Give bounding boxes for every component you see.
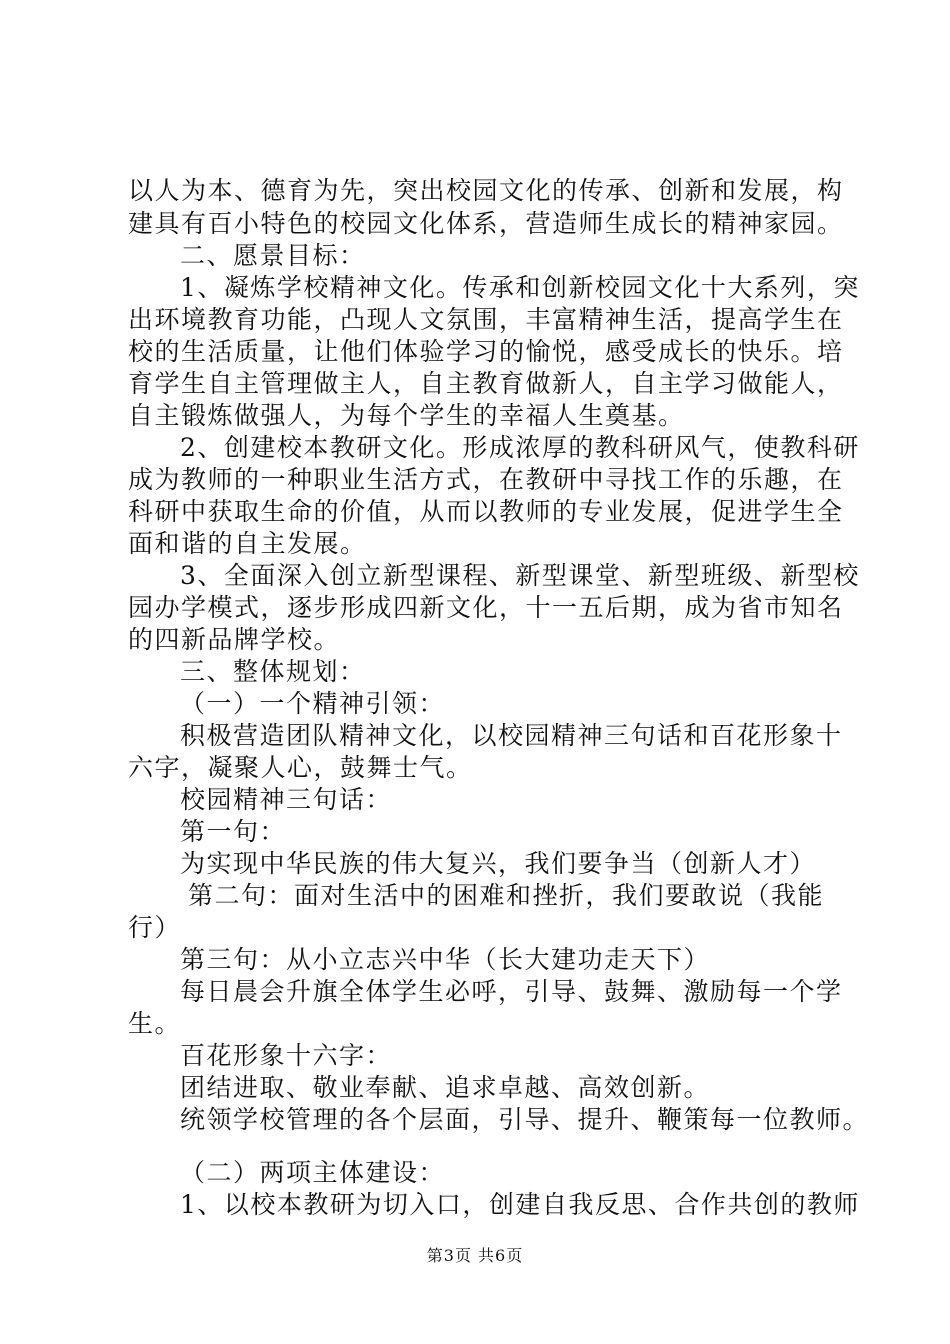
- text-line: 2、创建校本教研文化。形成浓厚的教科研风气，使教科研: [180, 433, 860, 462]
- text-line: 1、凝炼学校精神文化。传承和创新校园文化十大系列，突: [180, 273, 860, 302]
- text-line: 1、以校本教研为切入口，创建自我反思、合作共创的教师: [180, 1190, 860, 1219]
- text-line: 校园精神三句话：: [180, 785, 393, 814]
- text-line: 第三句：从小立志兴中华（长大建功走天下）: [180, 945, 711, 974]
- text-line: 团结进取、敬业奉献、追求卓越、高效创新。: [180, 1073, 711, 1102]
- section-heading: 三、整体规划：: [180, 657, 366, 686]
- text-line: 百花形象十六字：: [180, 1041, 393, 1070]
- subsection-heading: （一）一个精神引领：: [180, 689, 446, 718]
- text-line: 成为教师的一种职业生活方式，在教研中寻找工作的乐趣，在: [128, 465, 844, 494]
- text-line: 园办学模式，逐步形成四新文化，十一五后期，成为省市知名: [128, 593, 844, 622]
- text-line: 自主锻炼做强人，为每个学生的幸福人生奠基。: [128, 401, 685, 430]
- subsection-heading: （二）两项主体建设：: [180, 1158, 446, 1187]
- text-line: 积极营造团队精神文化，以校园精神三句话和百花形象十: [180, 721, 843, 750]
- text-line: 行）: [128, 913, 182, 942]
- text-line: 出环境教育功能，凸现人文氛围，丰富精神生活，提高学生在: [128, 305, 844, 334]
- text-line: 六字，凝聚人心，鼓舞士气。: [128, 753, 473, 782]
- text-line: 的四新品牌学校。: [128, 625, 341, 654]
- text-line: 统领学校管理的各个层面，引导、提升、鞭策每一位教师。: [180, 1105, 870, 1134]
- text-line: 第一句：: [180, 817, 287, 846]
- text-line: 校的生活质量，让他们体验学习的愉悦，感受成长的快乐。培: [128, 337, 844, 366]
- section-heading: 二、愿景目标：: [180, 241, 366, 270]
- text-line: 3、全面深入创立新型课程、新型课堂、新型班级、新型校: [180, 561, 860, 590]
- page-number-footer: 第3页 共6页: [426, 1246, 524, 1265]
- text-line: 生。: [128, 1009, 182, 1038]
- text-line: 育学生自主管理做主人，自主教育做新人，自主学习做能人，: [128, 369, 844, 398]
- text-line: 建具有百小特色的校园文化体系，营造师生成长的精神家园。: [128, 209, 844, 238]
- text-line: 每日晨会升旗全体学生必呼，引导、鼓舞、激励每一个学: [180, 977, 843, 1006]
- text-line: 为实现中华民族的伟大复兴，我们要争当（创新人才）: [180, 849, 817, 878]
- text-line: 以人为本、德育为先，突出校园文化的传承、创新和发展，构: [128, 176, 844, 205]
- text-line: 第二句：面对生活中的困难和挫折，我们要敢说（我能: [188, 881, 825, 910]
- text-line: 面和谐的自主发展。: [128, 529, 367, 558]
- text-line: 科研中获取生命的价值，从而以教师的专业发展，促进学生全: [128, 497, 844, 526]
